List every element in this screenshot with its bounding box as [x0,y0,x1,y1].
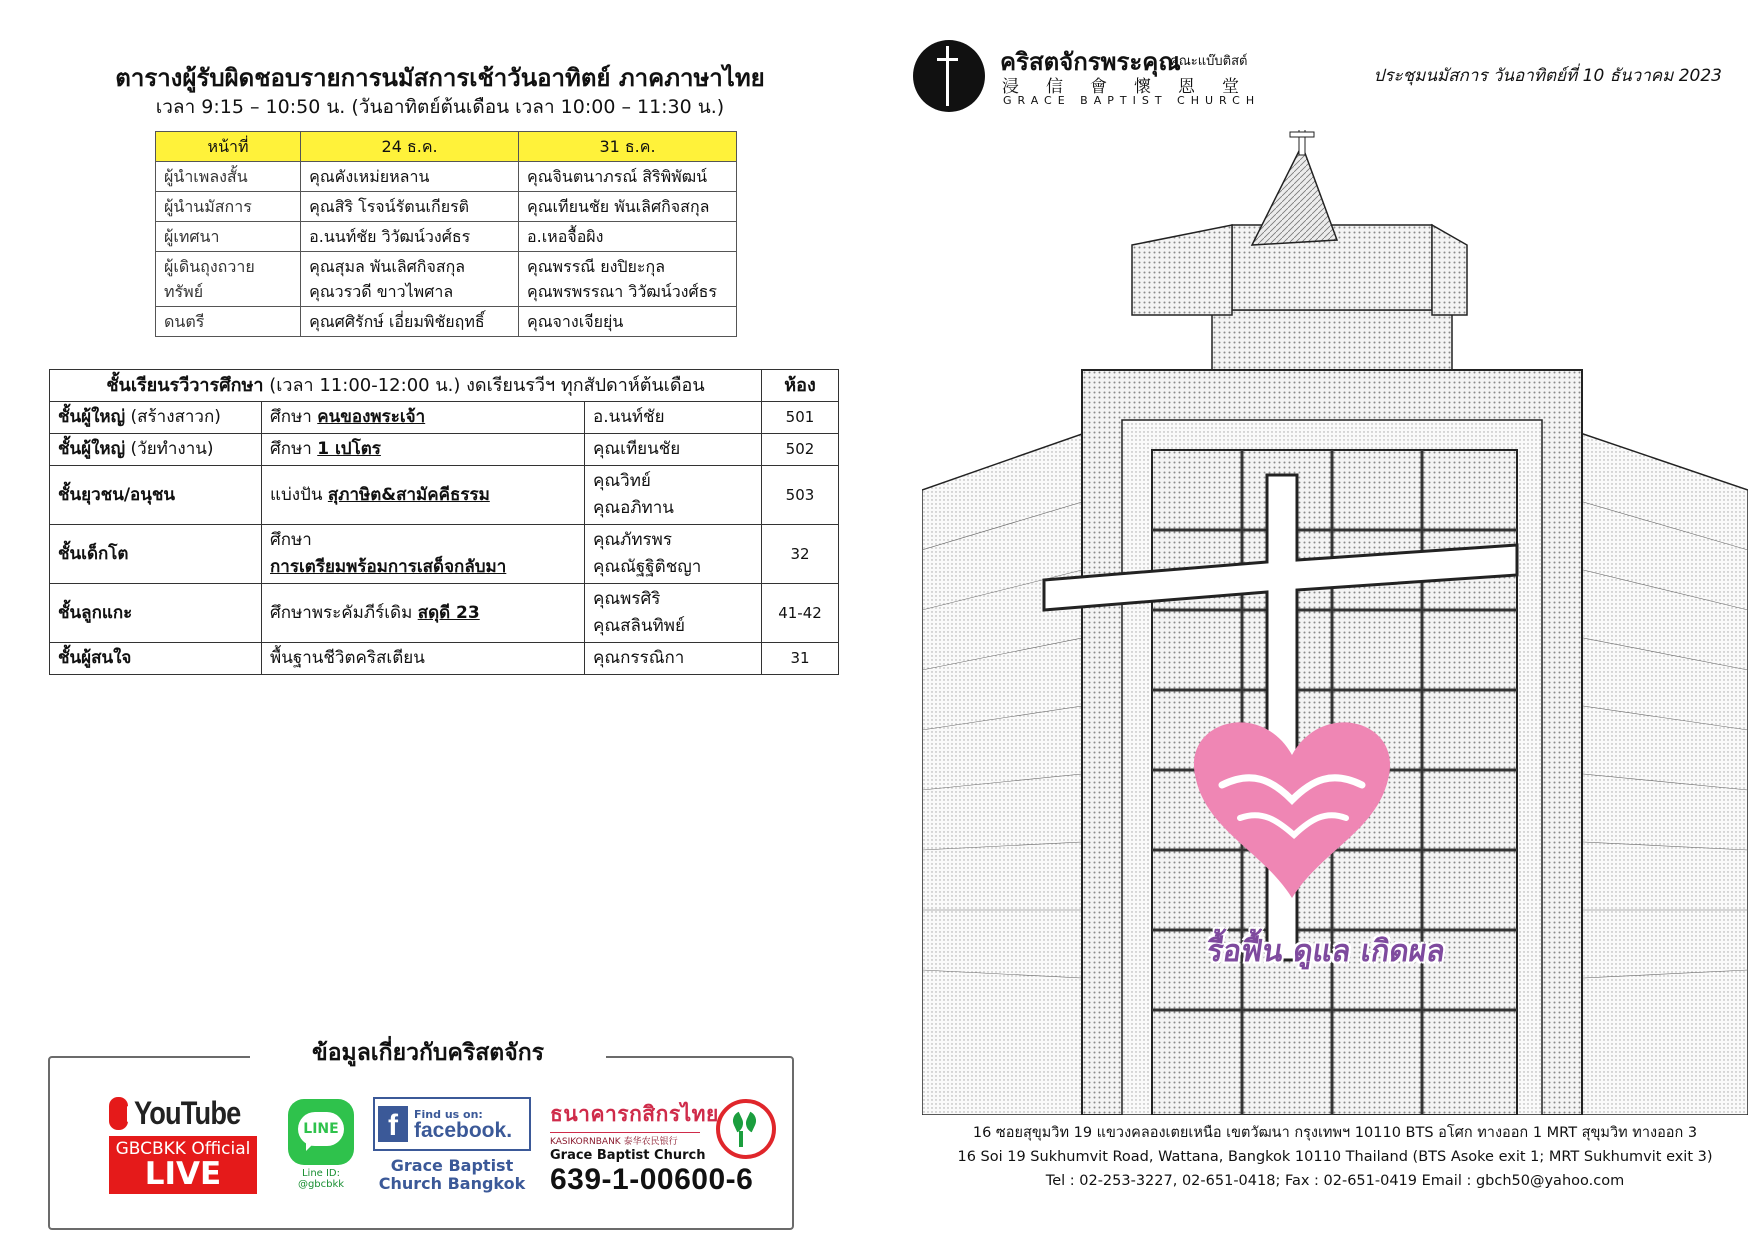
class-level-cell [50,402,262,434]
facebook-logo [373,1097,531,1151]
class-level-qualifier: (สร้างสาวก) [125,407,221,427]
table-row [50,402,839,434]
line-wordmark: LINE [298,1112,344,1146]
teacher-cell: คุณเทียนชัย [585,434,762,466]
church-motto: รื้อฟื้น ดูแล เกิดผล [1204,934,1448,969]
class-level: ชั้นลูกแกะ [58,602,133,623]
church-logo-icon [913,40,985,112]
room-cell: 41-42 [762,584,839,643]
class-topic-cell [262,643,585,675]
table-row [50,466,839,525]
topic-prefix: ศึกษาพระคัมภีร์เดิม [270,602,418,623]
facebook-find-us: Find us on: [414,1107,483,1121]
church-name-thai: คริสตจักรพระคุณ [1000,48,1181,76]
church-address-block [922,1121,1748,1193]
assignee-name: คุณพรรณี ยงปิยะกุล [527,257,666,276]
facebook-f-icon: f [378,1106,408,1142]
line-bubble-tail [306,1142,315,1151]
kasikorn-bank-icon [716,1099,776,1159]
line-icon [288,1099,354,1165]
table-header-cell: 24 ธ.ค. [301,132,519,162]
table-header-cell [50,370,762,402]
class-level-cell [50,434,262,466]
sunday-school-heading: ชั้นเรียนรวีวารศึกษา [106,375,264,396]
role-cell: ดนตรี [156,307,301,337]
facebook-page-name [373,1157,531,1193]
assignee-cell: คุณเทียนชัย พันเลิศกิจสกุล [519,192,737,222]
assignee-cell: คุณจางเจียยุ่น [519,307,737,337]
table-header-cell: 31 ธ.ค. [519,132,737,162]
role-cell: ผู้เดินถุงถวายทรัพย์ [156,252,301,307]
class-topic-cell [262,584,585,643]
assignee-cell: อ.นนท์ชัย วิวัฒน์วงศ์ธร [301,222,519,252]
sunday-school-table [49,369,839,675]
class-topic-cell [262,434,585,466]
teacher-name: คุณณัฐฐิติชญา [593,557,702,577]
class-level: ชั้นผู้ใหญ่ [58,407,126,427]
duty-schedule-title: ตารางผู้รับผิดชอบรายการนมัสการเช้าวันอาทิตย์ ภาคภาษาไทย [115,64,765,92]
facebook-badge[interactable] [373,1097,531,1193]
church-name-chinese: 浸信會懷恩堂 [1002,77,1266,97]
teacher-name: คุณอภิทาน [593,498,674,518]
class-topic-cell [262,466,585,525]
topic-prefix: แบ่งปัน [270,484,328,505]
church-denomination: คณะแบ๊บติสต์ [1170,54,1248,69]
table-header-row [50,370,839,402]
youtube-wordmark: YouTube [133,1095,241,1131]
topic-title: สดุดี 23 [417,602,480,623]
class-level: ชั้นผู้ใหญ่ [58,439,126,459]
room-cell: 32 [762,525,839,584]
assignee-cell [519,252,737,307]
table-header-row [156,132,737,162]
church-logo-cross [937,58,958,61]
class-level-qualifier: (วัยทำงาน) [125,439,214,459]
youtube-live-badge[interactable] [109,1095,259,1194]
room-cell: 31 [762,643,839,675]
facebook-page-name-line: Grace Baptist [390,1156,514,1175]
class-level-cell [50,466,262,525]
teacher-cell [585,525,762,584]
class-level-cell [50,643,262,675]
assignee-cell: คุณศศิรักษ์ เอี่ยมพิชัยฤทธิ์ [301,307,519,337]
bank-name-english: KASIKORNBANK 泰华农民银行 [550,1132,700,1147]
topic-prefix: ศึกษา [270,439,318,459]
teacher-name: คุณสลินทิพย์ [593,616,685,636]
assignee-cell: คุณสิริ โรจน์รัตนเกียรติ [301,192,519,222]
table-row [50,584,839,643]
class-level-cell [50,584,262,643]
teacher-cell [585,584,762,643]
assignee-name: คุณพรพรรณา วิวัฒน์วงศ์ธร [527,282,718,301]
assignee-cell: อ.เหอจื้อผิง [519,222,737,252]
assignee-name: คุณวรวดี ขาวไพศาล [309,282,454,301]
teacher-cell: คุณกรรณิกา [585,643,762,675]
bank-account-name: Grace Baptist Church [550,1148,706,1163]
church-logo-cross [946,46,949,106]
youtube-live-panel [109,1136,257,1194]
line-id-label: Line ID: [301,1168,341,1179]
bank-name-thai: ธนาคารกสิกรไทย [550,1102,719,1126]
youtube-logo [109,1095,259,1132]
topic-title: สุภาษิต&สามัคคีธรรม [327,484,490,505]
kasikorn-bank-icon-stem [739,1131,743,1147]
address-thai: 16 ซอยสุขุมวิท 19 แขวงคลองเตยเหนือ เขตวัฒนา กรุงเทพฯ 10110 BTS อโศก ทางออก 1 MRT สุขุมวิท ทางออก 3 [972,1125,1698,1141]
topic-title: คนของพระเจ้า [317,407,426,427]
topic-prefix: ศึกษา [270,407,318,427]
church-name-english: GRACE BAPTIST CHURCH [1003,94,1261,107]
duty-schedule-table [155,131,737,337]
role-cell: ผู้เทศนา [156,222,301,252]
table-header-cell: ห้อง [762,370,839,402]
assignee-cell [301,252,519,307]
table-row [156,307,737,337]
church-info-title: ข้อมูลเกี่ยวกับคริสตจักร [250,1035,606,1071]
table-header-cell: หน้าที่ [156,132,301,162]
table-row [50,643,839,675]
facebook-wordmark: facebook. [414,1118,513,1142]
class-level: ชั้นเด็กโต [58,543,129,564]
assignee-cell: คุณจินตนาภรณ์ สิริพิพัฒน์ [519,162,737,192]
room-cell: 502 [762,434,839,466]
teacher-cell: อ.นนท์ชัย [585,402,762,434]
facebook-text [414,1108,512,1141]
line-badge[interactable] [286,1099,356,1190]
service-date: ประชุมนมัสการ วันอาทิตย์ที่ 10 ธันวาคม 2023 [1373,66,1722,86]
table-row [50,434,839,466]
class-level-cell [50,525,262,584]
assignee-name: คุณสุมล พันเลิศกิจสกุล [309,257,466,276]
youtube-play-icon [109,1097,128,1130]
contact-line: Tel : 02-253-3227, 02-651-0418; Fax : 02-651-0419 Email : gbch50@yahoo.com [1045,1173,1625,1189]
teacher-name: คุณพรศิริ [593,589,661,609]
topic-title: การเตรียมพร้อมการเสด็จกลับมา [270,557,507,577]
bank-account-number: 639-1-00600-6 [550,1163,754,1196]
teacher-cell [585,466,762,525]
address-english: 16 Soi 19 Sukhumvit Road, Wattana, Bangkok 10110 Thailand (BTS Asoke exit 1; MRT Sukhumvit exit 3) [957,1149,1713,1165]
youtube-channel-name: GBCBKK Official [115,1139,251,1159]
sunday-school-heading-note: (เวลา 11:00-12:00 น.) งดเรียนรวีฯ ทุกสัปดาห์ต้นเดือน [263,375,705,396]
table-row [156,162,737,192]
class-level: ชั้นผู้สนใจ [58,648,132,668]
table-row [156,192,737,222]
facebook-page-name-line: Church Bangkok [378,1174,526,1193]
class-topic-cell [262,525,585,584]
table-row [156,222,737,252]
class-topic-cell [262,402,585,434]
role-cell: ผู้นำเพลงสั้น [156,162,301,192]
table-row [156,252,737,307]
topic-prefix: ศึกษา [270,530,312,550]
role-cell: ผู้นำนมัสการ [156,192,301,222]
topic-title: 1 เปโตร [317,439,381,459]
teacher-name: คุณวิทย์ [593,471,651,491]
room-cell: 501 [762,402,839,434]
topic-prefix: พื้นฐานชีวิตคริสเตียน [270,648,425,668]
teacher-name: คุณภัทรพร [593,530,673,550]
assignee-cell: คุณคังเหม่ยหลาน [301,162,519,192]
youtube-live-label: LIVE [144,1156,222,1192]
duty-schedule-subtitle: เวลา 9:15 – 10:50 น. (วันอาทิตย์ต้นเดือน เวลา 10:00 – 11:30 น.) [155,96,725,118]
class-level: ชั้นยุวชน/อนุชน [58,484,176,505]
room-cell: 503 [762,466,839,525]
line-id: @gbcbkk [297,1179,345,1190]
table-row [50,525,839,584]
